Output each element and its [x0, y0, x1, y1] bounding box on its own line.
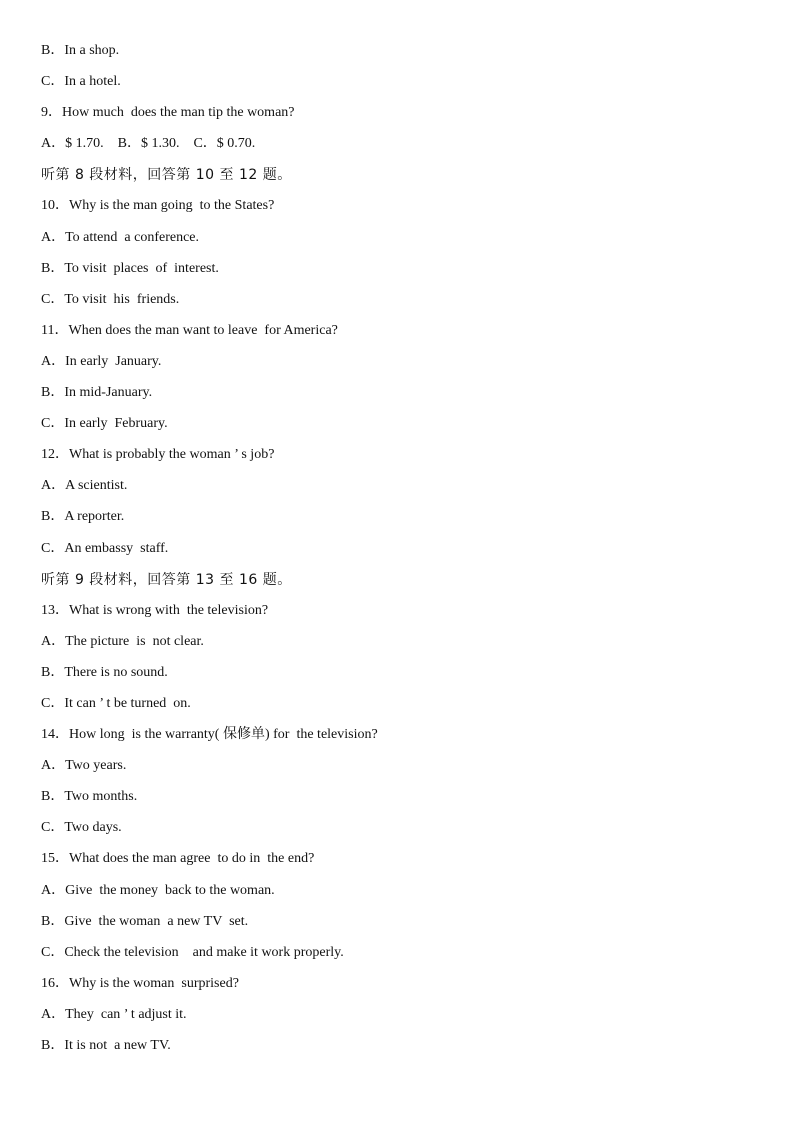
answer-option: A．A scientist. [41, 478, 128, 494]
question-text: 12．What is probably the woman ’ s job? [41, 447, 275, 463]
answer-option: B．A reporter. [41, 509, 125, 525]
answer-option: C．To visit his friends. [41, 291, 180, 307]
answer-option: C．Check the television and make it work properly. [41, 944, 344, 960]
answer-option: B．It is not a new TV. [41, 1038, 171, 1053]
question-text: 13．What is wrong with the television? [41, 602, 269, 618]
answer-option: A．The picture is not clear. [41, 633, 204, 649]
answer-option: B．In mid-January. [41, 385, 153, 401]
answer-option: A．Give the money back to the woman. [41, 882, 275, 898]
question-list [41, 38, 761, 1064]
answer-option: B．There is no sound. [41, 664, 168, 680]
question-text: 14．How long is the warranty( 保修单) for the television? [41, 727, 378, 743]
question-text: 10．Why is the man going to the States? [41, 198, 275, 214]
answer-option: C．In early February. [41, 416, 168, 432]
answer-option: C．Two days. [41, 820, 122, 836]
question-text: 15．What does the man agree to do in the end? [41, 851, 315, 867]
answer-option: A．In early January. [41, 353, 162, 369]
answer-option: C．An embassy staff. [41, 540, 169, 556]
answer-option: B．Give the woman a new TV set. [41, 913, 249, 929]
section-heading: 听第 9 段材料，回答第 13 至 16 题。 [41, 571, 292, 588]
answer-option: C．In a hotel. [41, 74, 121, 90]
question-text: 11．When does the man want to leave for America? [41, 322, 338, 338]
answer-option: A．To attend a conference. [41, 229, 199, 245]
answer-option: A．Two years. [41, 758, 127, 774]
question-text: 16．Why is the woman surprised? [41, 975, 239, 991]
answer-option: B．Two months. [41, 789, 138, 805]
question-text: 9．How much does the man tip the woman? [41, 105, 295, 121]
answer-option: B．In a shop. [41, 43, 120, 58]
section-heading: 听第 8 段材料，回答第 10 至 12 题。 [41, 167, 292, 184]
answer-option: B．To visit places of interest. [41, 260, 219, 276]
answer-option: A．They can ’ t adjust it. [41, 1006, 187, 1022]
answer-option: C．It can ’ t be turned on. [41, 695, 191, 711]
answer-option: A．$ 1.70. B．$ 1.30. C．$ 0.70. [41, 136, 256, 152]
